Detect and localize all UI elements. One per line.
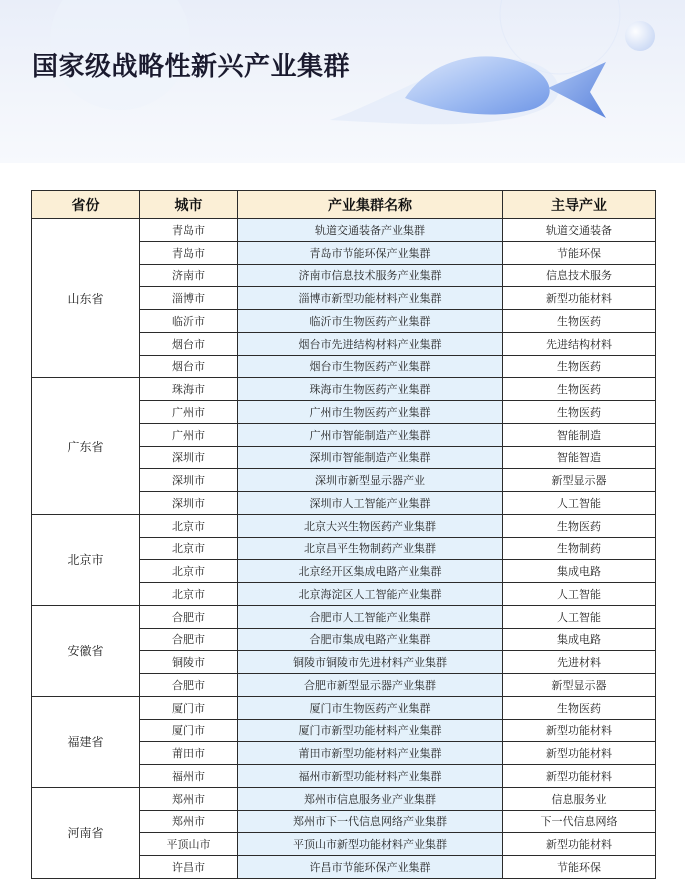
table-row [32,219,656,242]
cluster-name-cell: 深圳市智能制造产业集群 [238,446,503,469]
cluster-name-cell: 合肥市新型显示器产业集群 [238,674,503,697]
leading-industry-cell: 新型显示器 [503,674,656,697]
leading-industry-cell: 生物制药 [503,537,656,560]
leading-industry-cell: 智能智造 [503,446,656,469]
leading-industry-cell: 轨道交通装备 [503,219,656,242]
cluster-name-cell: 福州市新型功能材料产业集群 [238,765,503,788]
table-row [32,514,656,537]
cluster-name-cell: 厦门市新型功能材料产业集群 [238,719,503,742]
page-title: 国家级战略性新兴产业集群 [32,52,351,82]
city-cell: 莆田市 [140,742,238,765]
city-cell: 广州市 [140,401,238,424]
city-cell: 铜陵市 [140,651,238,674]
leading-industry-cell: 节能环保 [503,241,656,264]
leading-industry-cell: 人工智能 [503,605,656,628]
cluster-name-cell: 平顶山市新型功能材料产业集群 [238,833,503,856]
city-cell: 合肥市 [140,628,238,651]
leading-industry-cell: 新型显示器 [503,469,656,492]
table-row [32,696,656,719]
column-header-city: 城市 [140,191,238,219]
city-cell: 郑州市 [140,810,238,833]
city-cell: 厦门市 [140,696,238,719]
cluster-name-cell: 深圳市人工智能产业集群 [238,492,503,515]
cluster-name-cell: 北京昌平生物制药产业集群 [238,537,503,560]
city-cell: 许昌市 [140,856,238,879]
cluster-name-cell: 淄博市新型功能材料产业集群 [238,287,503,310]
cluster-name-cell: 深圳市新型显示器产业 [238,469,503,492]
cluster-name-cell: 铜陵市铜陵市先进材料产业集群 [238,651,503,674]
city-cell: 深圳市 [140,446,238,469]
city-cell: 厦门市 [140,719,238,742]
city-cell: 临沂市 [140,310,238,333]
table-row [32,787,656,810]
city-cell: 合肥市 [140,605,238,628]
leading-industry-cell: 生物医药 [503,514,656,537]
city-cell: 珠海市 [140,378,238,401]
city-cell: 北京市 [140,514,238,537]
leading-industry-cell: 新型功能材料 [503,287,656,310]
cluster-name-cell: 郑州市下一代信息网络产业集群 [238,810,503,833]
table-body [32,219,656,879]
province-cell: 福建省 [32,696,140,787]
city-cell: 济南市 [140,264,238,287]
leading-industry-cell: 生物医药 [503,355,656,378]
leading-industry-cell: 新型功能材料 [503,765,656,788]
leading-industry-cell: 人工智能 [503,492,656,515]
leading-industry-cell: 集成电路 [503,628,656,651]
cluster-name-cell: 北京经开区集成电路产业集群 [238,560,503,583]
table-row [32,605,656,628]
cluster-name-cell: 烟台市先进结构材料产业集群 [238,332,503,355]
header-banner [0,0,685,163]
leading-industry-cell: 新型功能材料 [503,833,656,856]
city-cell: 平顶山市 [140,833,238,856]
leading-industry-cell: 先进材料 [503,651,656,674]
cluster-name-cell: 济南市信息技术服务产业集群 [238,264,503,287]
leading-industry-cell: 生物医药 [503,401,656,424]
city-cell: 青岛市 [140,219,238,242]
city-cell: 烟台市 [140,332,238,355]
table-header-row [32,191,656,219]
cluster-name-cell: 北京海淀区人工智能产业集群 [238,583,503,606]
table-row [32,378,656,401]
cluster-name-cell: 广州市智能制造产业集群 [238,423,503,446]
leading-industry-cell: 新型功能材料 [503,742,656,765]
city-cell: 深圳市 [140,469,238,492]
cluster-table-container [31,190,655,879]
city-cell: 烟台市 [140,355,238,378]
city-cell: 合肥市 [140,674,238,697]
city-cell: 北京市 [140,583,238,606]
cluster-name-cell: 青岛市节能环保产业集群 [238,241,503,264]
cluster-name-cell: 厦门市生物医药产业集群 [238,696,503,719]
province-cell: 广东省 [32,378,140,515]
cluster-name-cell: 广州市生物医药产业集群 [238,401,503,424]
leading-industry-cell: 集成电路 [503,560,656,583]
cluster-name-cell: 临沂市生物医药产业集群 [238,310,503,333]
city-cell: 福州市 [140,765,238,788]
cluster-name-cell: 莆田市新型功能材料产业集群 [238,742,503,765]
cluster-name-cell: 合肥市人工智能产业集群 [238,605,503,628]
cluster-name-cell: 珠海市生物医药产业集群 [238,378,503,401]
leading-industry-cell: 生物医药 [503,378,656,401]
leading-industry-cell: 下一代信息网络 [503,810,656,833]
leading-industry-cell: 信息服务业 [503,787,656,810]
city-cell: 青岛市 [140,241,238,264]
leading-industry-cell: 生物医药 [503,310,656,333]
city-cell: 广州市 [140,423,238,446]
leading-industry-cell: 人工智能 [503,583,656,606]
city-cell: 北京市 [140,560,238,583]
leading-industry-cell: 信息技术服务 [503,264,656,287]
city-cell: 淄博市 [140,287,238,310]
cluster-name-cell: 许昌市节能环保产业集群 [238,856,503,879]
leading-industry-cell: 生物医药 [503,696,656,719]
city-cell: 郑州市 [140,787,238,810]
leading-industry-cell: 节能环保 [503,856,656,879]
cluster-table [31,190,656,879]
cluster-name-cell: 郑州市信息服务业产业集群 [238,787,503,810]
province-cell: 山东省 [32,219,140,378]
cluster-name-cell: 烟台市生物医药产业集群 [238,355,503,378]
cluster-name-cell: 轨道交通装备产业集群 [238,219,503,242]
column-header-leading-industry: 主导产业 [503,191,656,219]
leading-industry-cell: 新型功能材料 [503,719,656,742]
leading-industry-cell: 先进结构材料 [503,332,656,355]
table-header [32,191,656,219]
province-cell: 河南省 [32,787,140,878]
province-cell: 安徽省 [32,605,140,696]
cluster-name-cell: 合肥市集成电路产业集群 [238,628,503,651]
column-header-cluster-name: 产业集群名称 [238,191,503,219]
province-cell: 北京市 [32,514,140,605]
city-cell: 深圳市 [140,492,238,515]
city-cell: 北京市 [140,537,238,560]
leading-industry-cell: 智能制造 [503,423,656,446]
column-header-province: 省份 [32,191,140,219]
cluster-name-cell: 北京大兴生物医药产业集群 [238,514,503,537]
